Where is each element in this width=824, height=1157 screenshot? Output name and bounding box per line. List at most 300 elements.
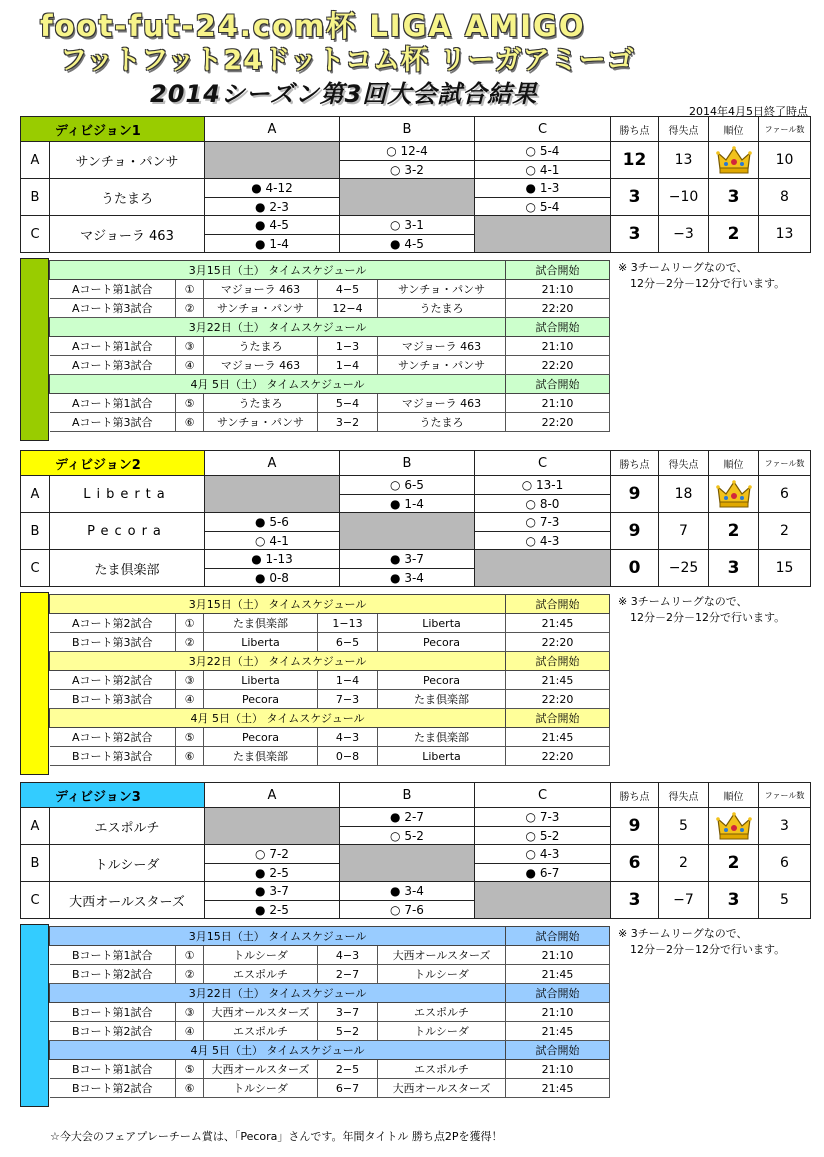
court-label: Aコート第3試合: [50, 413, 176, 432]
schedule-date: 3月15日（土） タイムスケジュール: [50, 261, 506, 280]
column-header-points: 勝ち点: [611, 783, 659, 808]
self-match-cell: [340, 179, 475, 216]
game-number: ④: [176, 1022, 204, 1041]
game-score: 3−7: [318, 1003, 378, 1022]
team-row: [21, 550, 811, 587]
division-name: ディビジョン3: [21, 783, 205, 808]
column-header-a: A: [205, 783, 340, 808]
game-score: 1−13: [318, 614, 378, 633]
match-result: ● 1-13: [251, 552, 293, 566]
home-team: エスポルチ: [204, 1022, 318, 1041]
column-header-a: A: [205, 451, 340, 476]
match-result-cell: [340, 216, 475, 253]
game-number: ①: [176, 614, 204, 633]
division-header-row: [21, 783, 811, 808]
game-time: 22:20: [506, 633, 610, 652]
division-table: [20, 116, 811, 253]
game-number: ②: [176, 299, 204, 318]
league-format-note: [618, 260, 785, 292]
game-score: 1−4: [318, 356, 378, 375]
court-label: Bコート第3試合: [50, 690, 176, 709]
game-number: ③: [176, 337, 204, 356]
schedule-date: 3月22日（土） タイムスケジュール: [50, 318, 506, 337]
schedule-date: 4月 5日（土） タイムスケジュール: [50, 709, 506, 728]
team-row: [21, 845, 811, 882]
game-score: 4−3: [318, 728, 378, 747]
note-line-2: 12分－2分－12分で行います。: [630, 277, 786, 290]
goal-diff-value: −10: [659, 179, 709, 216]
schedule-date: 3月15日（土） タイムスケジュール: [50, 927, 506, 946]
game-time: 22:20: [506, 356, 610, 375]
self-match-cell: [475, 882, 611, 919]
start-time-header: 試合開始: [506, 709, 610, 728]
game-score: 4−3: [318, 946, 378, 965]
game-score: 0−8: [318, 747, 378, 766]
self-match-cell: [340, 845, 475, 882]
game-score: 5−2: [318, 1022, 378, 1041]
game-time: 21:45: [506, 965, 610, 984]
game-time: 22:20: [506, 747, 610, 766]
team-row: [21, 808, 811, 845]
home-team: エスポルチ: [204, 965, 318, 984]
schedule-date: 4月 5日（土） タイムスケジュール: [50, 375, 506, 394]
away-team: 大西オールスターズ: [378, 946, 506, 965]
match-result: ● 3-7: [255, 884, 289, 898]
match-result-cell: [340, 142, 475, 179]
match-result: ● 1-4: [340, 494, 474, 512]
points-value: 12: [611, 142, 659, 179]
match-result: ○ 12-4: [386, 144, 428, 158]
game-time: 21:45: [506, 614, 610, 633]
away-team: Liberta: [378, 747, 506, 766]
start-time-header: 試合開始: [506, 927, 610, 946]
fouls-value: 15: [759, 550, 811, 587]
schedule-day-header: [50, 984, 610, 1003]
game-number: ②: [176, 965, 204, 984]
game-score: 6−5: [318, 633, 378, 652]
away-team: Pecora: [378, 633, 506, 652]
team-letter: C: [21, 882, 50, 919]
team-name: サンチョ・パンサ: [50, 142, 205, 179]
match-result: ○ 5-2: [340, 826, 474, 844]
match-result-cell: [340, 550, 475, 587]
schedule-game-row: [50, 728, 610, 747]
match-result: ● 4-12: [251, 181, 293, 195]
title-japanese: フットフット24ドットコム杯 リーガアミーゴ: [60, 45, 635, 76]
home-team: サンチョ・パンサ: [204, 413, 318, 432]
court-label: Aコート第1試合: [50, 337, 176, 356]
game-score: 1−3: [318, 337, 378, 356]
home-team: 大西オールスターズ: [204, 1060, 318, 1079]
schedule-table: [49, 594, 610, 766]
home-team: 大西オールスターズ: [204, 1003, 318, 1022]
match-result-cell: [205, 216, 340, 253]
start-time-header: 試合開始: [506, 984, 610, 1003]
rank-value: 2: [709, 845, 759, 882]
schedule-side-bar: [20, 592, 49, 775]
schedule-day-header: [50, 927, 610, 946]
goal-diff-value: −7: [659, 882, 709, 919]
home-team: Liberta: [204, 633, 318, 652]
away-team: 大西オールスターズ: [378, 1079, 506, 1098]
match-result: ○ 5-2: [475, 826, 610, 844]
game-time: 21:45: [506, 1079, 610, 1098]
court-label: Bコート第3試合: [50, 747, 176, 766]
division-table: [20, 450, 811, 587]
match-result-cell: [475, 808, 611, 845]
match-result: ○ 4-3: [525, 847, 560, 861]
game-score: 12−4: [318, 299, 378, 318]
crown-icon: [716, 145, 752, 175]
schedule-game-row: [50, 280, 610, 299]
rank-value: [709, 476, 759, 513]
game-score: 2−5: [318, 1060, 378, 1079]
game-time: 22:20: [506, 690, 610, 709]
goal-diff-value: −3: [659, 216, 709, 253]
match-result: ● 6-7: [475, 863, 610, 881]
column-header-b: B: [340, 451, 475, 476]
game-time: 21:10: [506, 337, 610, 356]
away-team: Pecora: [378, 671, 506, 690]
game-score: 5−4: [318, 394, 378, 413]
fouls-value: 3: [759, 808, 811, 845]
schedule-game-row: [50, 1060, 610, 1079]
court-label: Bコート第3試合: [50, 633, 176, 652]
match-result: ○ 7-3: [525, 515, 560, 529]
points-value: 3: [611, 179, 659, 216]
schedule-date: 4月 5日（土） タイムスケジュール: [50, 1041, 506, 1060]
team-name: たま倶楽部: [50, 550, 205, 587]
team-name: 大西オールスターズ: [50, 882, 205, 919]
column-header-c: C: [475, 451, 611, 476]
self-match-cell: [475, 216, 611, 253]
schedule-day-header: [50, 652, 610, 671]
column-header-fouls: ファール数: [759, 117, 811, 142]
schedule-game-row: [50, 633, 610, 652]
court-label: Aコート第2試合: [50, 614, 176, 633]
column-header-a: A: [205, 117, 340, 142]
match-result: ● 4-5: [340, 234, 474, 252]
match-result: ○ 3-2: [340, 160, 474, 178]
points-value: 6: [611, 845, 659, 882]
match-result-cell: [205, 513, 340, 550]
fouls-value: 6: [759, 476, 811, 513]
schedule-table: [49, 926, 610, 1098]
schedule-side-bar: [20, 258, 49, 441]
column-header-b: B: [340, 117, 475, 142]
column-header-fouls: ファール数: [759, 783, 811, 808]
rank-value: [709, 142, 759, 179]
start-time-header: 試合開始: [506, 375, 610, 394]
column-header-rank: 順位: [709, 451, 759, 476]
match-result: ○ 13-1: [521, 478, 564, 492]
away-team: たま倶楽部: [378, 690, 506, 709]
schedule-game-row: [50, 337, 610, 356]
home-team: マジョーラ 463: [204, 356, 318, 375]
column-header-fouls: ファール数: [759, 451, 811, 476]
match-result-cell: [475, 513, 611, 550]
team-row: [21, 142, 811, 179]
goal-diff-value: 5: [659, 808, 709, 845]
note-line-2: 12分－2分－12分で行います。: [630, 611, 786, 624]
court-label: Aコート第2試合: [50, 671, 176, 690]
away-team: サンチョ・パンサ: [378, 356, 506, 375]
home-team: トルシーダ: [204, 946, 318, 965]
home-team: Pecora: [204, 728, 318, 747]
league-format-note: [618, 926, 785, 958]
start-time-header: 試合開始: [506, 652, 610, 671]
start-time-header: 試合開始: [506, 318, 610, 337]
schedule-day-header: [50, 595, 610, 614]
game-time: 22:20: [506, 299, 610, 318]
court-label: Bコート第2試合: [50, 1022, 176, 1041]
start-time-header: 試合開始: [506, 1041, 610, 1060]
game-number: ⑥: [176, 747, 204, 766]
away-team: マジョーラ 463: [378, 337, 506, 356]
court-label: Bコート第1試合: [50, 946, 176, 965]
fouls-value: 8: [759, 179, 811, 216]
match-result: ○ 4-3: [475, 531, 610, 549]
schedule-date: 3月15日（土） タイムスケジュール: [50, 595, 506, 614]
game-time: 22:20: [506, 413, 610, 432]
schedule-game-row: [50, 356, 610, 375]
court-label: Aコート第3試合: [50, 356, 176, 375]
rank-value: 3: [709, 882, 759, 919]
fouls-value: 5: [759, 882, 811, 919]
game-number: ④: [176, 356, 204, 375]
game-score: 7−3: [318, 690, 378, 709]
match-result-cell: [205, 550, 340, 587]
column-header-goal-diff: 得失点: [659, 451, 709, 476]
match-result: ● 0-8: [205, 568, 339, 586]
division-header-row: [21, 451, 811, 476]
match-result: ○ 7-3: [525, 810, 560, 824]
game-score: 6−7: [318, 1079, 378, 1098]
match-result: ● 2-5: [205, 900, 339, 918]
match-result: ● 1-4: [205, 234, 339, 252]
crown-icon: [716, 811, 752, 841]
match-result-cell: [340, 476, 475, 513]
note-line-2: 12分－2分－12分で行います。: [630, 943, 786, 956]
schedule-game-row: [50, 614, 610, 633]
match-result: ○ 5-4: [475, 197, 610, 215]
home-team: Pecora: [204, 690, 318, 709]
game-score: 4−5: [318, 280, 378, 299]
match-result: ● 1-3: [525, 181, 560, 195]
court-label: Aコート第1試合: [50, 394, 176, 413]
game-time: 21:10: [506, 1060, 610, 1079]
team-letter: C: [21, 216, 50, 253]
league-format-note: [618, 594, 785, 626]
match-result: ● 3-7: [390, 552, 424, 566]
team-letter: B: [21, 179, 50, 216]
home-team: サンチョ・パンサ: [204, 299, 318, 318]
division-table: [20, 782, 811, 919]
away-team: うたまろ: [378, 413, 506, 432]
away-team: トルシーダ: [378, 1022, 506, 1041]
column-header-c: C: [475, 783, 611, 808]
goal-diff-value: 18: [659, 476, 709, 513]
goal-diff-value: 13: [659, 142, 709, 179]
schedule-game-row: [50, 671, 610, 690]
match-result-cell: [340, 882, 475, 919]
fouls-value: 10: [759, 142, 811, 179]
away-team: エスポルチ: [378, 1003, 506, 1022]
schedule-table: [49, 260, 610, 432]
match-result: ○ 7-6: [340, 900, 474, 918]
column-header-points: 勝ち点: [611, 117, 659, 142]
match-result: ○ 8-0: [475, 494, 610, 512]
self-match-cell: [205, 808, 340, 845]
as-of-date: 2014年4月5日終了時点: [689, 105, 808, 118]
match-result: ● 3-4: [340, 568, 474, 586]
game-number: ⑤: [176, 394, 204, 413]
column-header-goal-diff: 得失点: [659, 783, 709, 808]
self-match-cell: [205, 142, 340, 179]
game-time: 21:10: [506, 1003, 610, 1022]
home-team: Liberta: [204, 671, 318, 690]
court-label: Bコート第2試合: [50, 1079, 176, 1098]
home-team: トルシーダ: [204, 1079, 318, 1098]
schedule-day-header: [50, 375, 610, 394]
title-english: foot-fut-24.com杯 LIGA AMIGO: [40, 9, 586, 43]
game-number: ③: [176, 1003, 204, 1022]
schedule-day-header: [50, 261, 610, 280]
schedule-game-row: [50, 965, 610, 984]
goal-diff-value: 7: [659, 513, 709, 550]
away-team: うたまろ: [378, 299, 506, 318]
game-time: 21:45: [506, 728, 610, 747]
fairplay-note: ☆今大会のフェアプレーチーム賞は、「Pecora」さんです。年間タイトル 勝ち点2Pを獲得！: [50, 1130, 503, 1143]
schedule-game-row: [50, 1003, 610, 1022]
division-name: ディビジョン2: [21, 451, 205, 476]
column-header-rank: 順位: [709, 783, 759, 808]
schedule-day-header: [50, 709, 610, 728]
match-result: ○ 7-2: [255, 847, 289, 861]
schedule-date: 3月22日（土） タイムスケジュール: [50, 984, 506, 1003]
schedule-game-row: [50, 1022, 610, 1041]
points-value: 9: [611, 513, 659, 550]
match-result-cell: [205, 845, 340, 882]
game-time: 21:45: [506, 1022, 610, 1041]
home-team: たま倶楽部: [204, 614, 318, 633]
court-label: Aコート第1試合: [50, 280, 176, 299]
note-line-1: ※ 3チームリーグなので、: [618, 261, 748, 274]
goal-diff-value: −25: [659, 550, 709, 587]
match-result: ● 3-4: [390, 884, 424, 898]
home-team: たま倶楽部: [204, 747, 318, 766]
match-result: ● 2-5: [205, 863, 339, 881]
game-number: ①: [176, 946, 204, 965]
court-label: Aコート第2試合: [50, 728, 176, 747]
schedule-game-row: [50, 690, 610, 709]
court-label: Bコート第1試合: [50, 1060, 176, 1079]
team-name: マジョーラ 463: [50, 216, 205, 253]
home-team: うたまろ: [204, 394, 318, 413]
team-letter: B: [21, 513, 50, 550]
rank-value: 3: [709, 550, 759, 587]
column-header-goal-diff: 得失点: [659, 117, 709, 142]
game-number: ②: [176, 633, 204, 652]
note-line-1: ※ 3チームリーグなので、: [618, 927, 748, 940]
game-score: 3−2: [318, 413, 378, 432]
points-value: 9: [611, 476, 659, 513]
schedule-game-row: [50, 747, 610, 766]
fouls-value: 2: [759, 513, 811, 550]
column-header-points: 勝ち点: [611, 451, 659, 476]
home-team: マジョーラ 463: [204, 280, 318, 299]
match-result-cell: [205, 179, 340, 216]
team-letter: C: [21, 550, 50, 587]
schedule-game-row: [50, 413, 610, 432]
game-number: ①: [176, 280, 204, 299]
crown-icon: [716, 479, 752, 509]
game-number: ③: [176, 671, 204, 690]
match-result-cell: [205, 882, 340, 919]
team-row: [21, 882, 811, 919]
match-result: ● 2-3: [205, 197, 339, 215]
start-time-header: 試合開始: [506, 595, 610, 614]
column-header-b: B: [340, 783, 475, 808]
away-team: トルシーダ: [378, 965, 506, 984]
match-result: ○ 5-4: [525, 144, 560, 158]
schedule-day-header: [50, 318, 610, 337]
match-result-cell: [340, 808, 475, 845]
game-number: ⑤: [176, 1060, 204, 1079]
game-number: ⑤: [176, 728, 204, 747]
match-result: ● 5-6: [255, 515, 289, 529]
self-match-cell: [205, 476, 340, 513]
game-number: ④: [176, 690, 204, 709]
match-result: ○ 4-1: [205, 531, 339, 549]
game-time: 21:10: [506, 946, 610, 965]
schedule-game-row: [50, 299, 610, 318]
team-row: [21, 179, 811, 216]
team-row: [21, 513, 811, 550]
self-match-cell: [340, 513, 475, 550]
start-time-header: 試合開始: [506, 261, 610, 280]
points-value: 3: [611, 882, 659, 919]
court-label: Bコート第2試合: [50, 965, 176, 984]
away-team: サンチョ・パンサ: [378, 280, 506, 299]
match-result: ○ 4-1: [475, 160, 610, 178]
team-letter: A: [21, 476, 50, 513]
game-time: 21:45: [506, 671, 610, 690]
away-team: たま倶楽部: [378, 728, 506, 747]
column-header-c: C: [475, 117, 611, 142]
division-header-row: [21, 117, 811, 142]
points-value: 0: [611, 550, 659, 587]
court-label: Bコート第1試合: [50, 1003, 176, 1022]
points-value: 9: [611, 808, 659, 845]
game-time: 21:10: [506, 280, 610, 299]
game-number: ⑥: [176, 1079, 204, 1098]
rank-value: 2: [709, 216, 759, 253]
team-name: Liberta: [50, 476, 205, 513]
self-match-cell: [475, 550, 611, 587]
team-name: うたまろ: [50, 179, 205, 216]
away-team: エスポルチ: [378, 1060, 506, 1079]
fouls-value: 6: [759, 845, 811, 882]
team-name: トルシーダ: [50, 845, 205, 882]
points-value: 3: [611, 216, 659, 253]
match-result: ● 4-5: [255, 218, 289, 232]
goal-diff-value: 2: [659, 845, 709, 882]
match-result: ○ 6-5: [390, 478, 424, 492]
team-letter: A: [21, 142, 50, 179]
game-number: ⑥: [176, 413, 204, 432]
schedule-game-row: [50, 1079, 610, 1098]
